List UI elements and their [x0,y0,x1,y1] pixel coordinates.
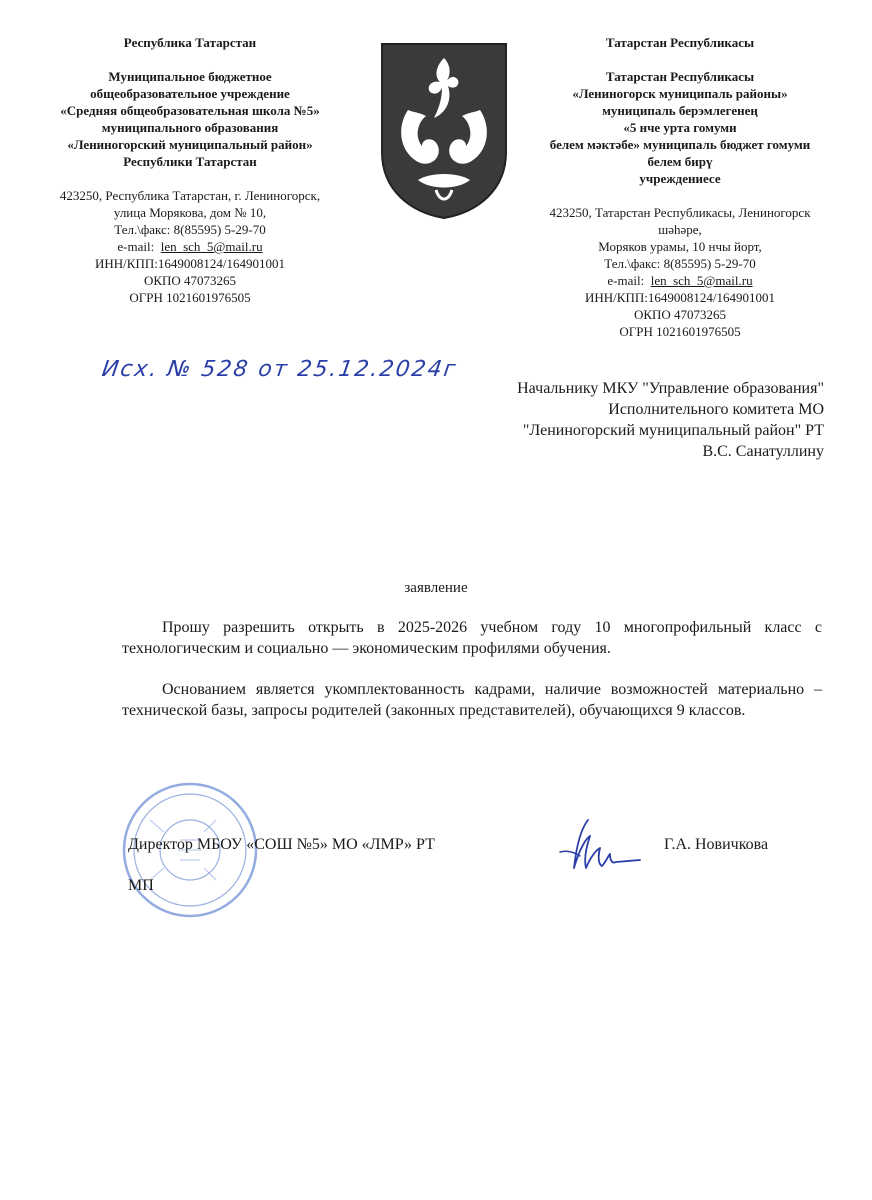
region-right: Татарстан Республикасы [605,35,755,50]
handwritten-signature-icon [540,810,650,880]
mp-label: МП [128,877,154,894]
org-line: «Средняя общеобразовательная школа №5» [60,103,320,118]
org-line: Муниципальное бюджетное [108,69,272,84]
org-line: белем мәктәбе» муниципаль бюджет гомуми [549,137,811,152]
letterhead-left [30,34,350,306]
org-line: Татарстан Республикасы [605,69,755,84]
signer-name: Г.А. Новичкова [664,836,769,853]
address-line: Моряков урамы, 10 нчы йорт, [598,239,762,254]
org-line: белем бирү [647,154,713,169]
addressee-block [517,378,824,462]
addressee-name: В.С. Санатуллину [702,443,824,460]
okpo: ОКПО 47073265 [143,273,237,288]
org-line: муниципального образования [101,120,279,135]
inn-kpp: ИНН/КПП:1649008124/164901001 [585,290,775,305]
address-line: шәһәре, [658,222,702,237]
org-line: учреждениесе [639,171,721,186]
org-line: «5 нче урта гомуми [623,120,737,135]
address-line: улица Морякова, дом № 10, [113,205,267,220]
email-link[interactable]: len_sch_5@mail.ru [650,273,753,288]
phone-line: Тел.\факс: 8(85595) 5-29-70 [604,256,756,271]
body-paragraph: Прошу разрешить открыть в 2025-2026 учебном году 10 многопрофильный класс с технологическим и социально — экономическим профилями обучения. [122,619,822,657]
signer-title: Директор МБОУ «СОШ №5» МО «ЛМР» РТ [128,836,435,853]
addressee-line: Начальнику МКУ "Управление образования" [517,380,824,397]
inn-kpp: ИНН/КПП:1649008124/164901001 [95,256,285,271]
org-line: «Лениногорск муниципаль районы» [572,86,788,101]
region-left: Республика Татарстан [123,35,257,50]
org-line: Республики Татарстан [123,154,257,169]
email-link[interactable]: len_sch_5@mail.ru [160,239,263,254]
addressee-line: "Лениногорский муниципальный район" РТ [522,422,824,439]
ogrn: ОГРН 1021601976505 [129,290,251,305]
document-title: заявление [404,580,468,596]
org-line: общеобразовательное учреждение [90,86,290,101]
address-line: 423250, Татарстан Республикасы, Лениногорск [549,205,811,220]
ogrn: ОГРН 1021601976505 [619,324,741,339]
coat-of-arms-icon [378,40,510,220]
email-label: e-mail: [117,239,155,254]
letterhead-right [520,34,840,340]
org-line: «Лениногорский муниципальный район» [67,137,313,152]
address-line: 423250, Республика Татарстан, г. Лениногорск, [59,188,321,203]
org-line: муниципаль берэмлегенең [602,103,758,118]
okpo: ОКПО 47073265 [633,307,727,322]
email-line [30,238,350,255]
email-line [520,272,840,289]
addressee-line: Исполнительного комитета МО [608,401,824,418]
email-label: e-mail: [607,273,645,288]
body-paragraph: Основанием является укомплектованность кадрами, наличие возможностей материально – технической базы, запросы родителей (законных представителей), обучающихся 9 классов. [122,681,822,719]
phone-line: Тел.\факс: 8(85595) 5-29-70 [114,222,266,237]
outgoing-number: Исх. № 528 от 25.12.2024г [100,357,459,382]
